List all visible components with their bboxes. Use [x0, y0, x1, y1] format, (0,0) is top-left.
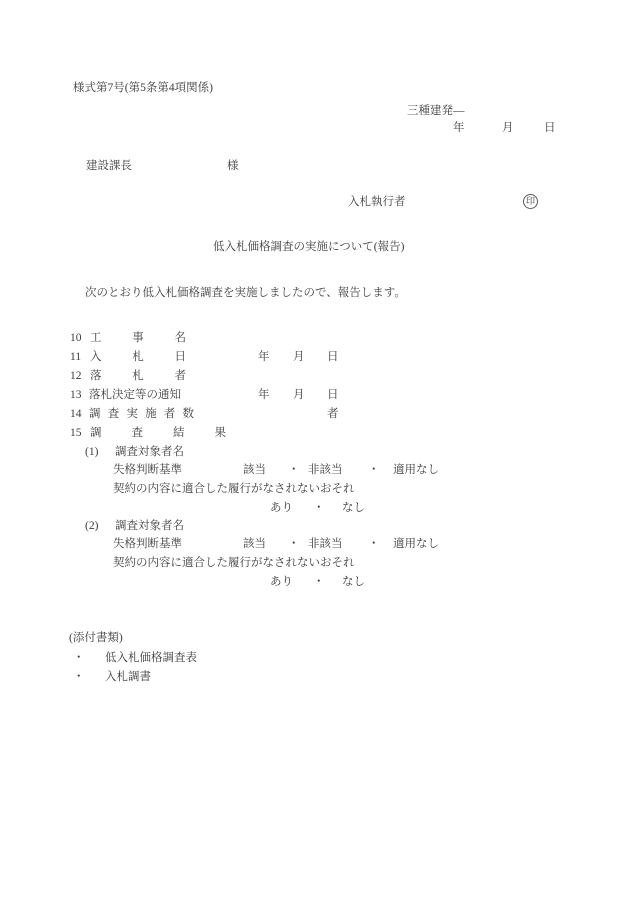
result1-choice-applicable: 該当	[243, 464, 266, 476]
result2-separator-dot: ・	[368, 538, 380, 550]
item10-char: 事	[132, 332, 144, 344]
item14-char: 数	[182, 408, 194, 420]
result2-number: (2)	[85, 520, 99, 532]
item15-char: 調	[90, 427, 102, 439]
item13-label: 落札決定等の通知	[89, 389, 181, 401]
bullet-icon: ・	[73, 652, 85, 664]
intro-text: 次のとおり低入札価格調査を実施しましたので、報告します。	[85, 287, 406, 299]
result1-risk-choice-no: なし	[342, 502, 365, 514]
result1-separator-dot: ・	[368, 464, 380, 476]
item14-char: 調	[89, 408, 101, 420]
seal-icon: 印	[523, 194, 538, 209]
date-year-label: 年	[453, 122, 465, 134]
result1-choice-no-application: 適用なし	[393, 464, 439, 476]
item12-char: 落	[90, 370, 102, 382]
result1-criteria-label: 失格判断基準	[113, 464, 182, 476]
attachment-item: 低入札価格調査表	[105, 652, 197, 664]
result2-risk-choice-no: なし	[342, 576, 365, 588]
item15-number: 15	[70, 427, 82, 439]
result1-separator-dot: ・	[313, 502, 325, 514]
item14-char: 者	[163, 408, 176, 420]
item14-char: 施	[145, 408, 157, 420]
result1-choice-not-applicable: 非該当	[308, 464, 343, 476]
item14-label	[89, 409, 194, 421]
item15-char: 査	[131, 427, 143, 439]
result2-separator-dot: ・	[288, 538, 300, 550]
executor-label: 入札執行者	[348, 196, 406, 208]
result2-choice-not-applicable: 非該当	[308, 538, 343, 550]
item14-char: 実	[126, 408, 138, 420]
date-month-label: 月	[502, 122, 514, 134]
document-number: 三種建発―	[407, 105, 465, 117]
item13-year-label: 年	[258, 389, 270, 401]
item13-number: 13	[70, 389, 82, 401]
item11-number: 11	[70, 351, 82, 363]
item12-char: 者	[174, 370, 186, 382]
item11-day-label: 日	[327, 351, 339, 363]
item15-char: 果	[214, 427, 226, 439]
item11-char: 日	[174, 351, 186, 363]
item10-label	[90, 333, 186, 345]
attachment-item: 入札調書	[105, 671, 151, 683]
date-day-label: 日	[544, 122, 556, 134]
item13-month-label: 月	[293, 389, 305, 401]
item12-number: 12	[70, 370, 82, 382]
result2-risk-choice-yes: あり	[270, 576, 293, 588]
item13-day-label: 日	[327, 389, 339, 401]
addressee: 建設課長	[86, 160, 132, 172]
item12-label	[90, 371, 186, 383]
result2-criteria-label: 失格判断基準	[113, 538, 182, 550]
result1-risk-label: 契約の内容に適合した履行がなされないおそれ	[113, 483, 355, 495]
item10-number: 10	[70, 332, 82, 344]
item11-char: 札	[132, 351, 144, 363]
item14-char: 査	[107, 408, 120, 420]
result2-choice-no-application: 適用なし	[393, 538, 439, 550]
result1-number: (1)	[85, 446, 99, 458]
bullet-icon: ・	[73, 671, 85, 683]
result1-risk-choice-yes: あり	[270, 502, 293, 514]
item11-month-label: 月	[293, 351, 305, 363]
result2-risk-label: 契約の内容に適合した履行がなされないおそれ	[113, 557, 355, 569]
item11-char: 入	[90, 351, 102, 363]
item15-char: 結	[173, 427, 185, 439]
result1-subject-label: 調査対象者名	[115, 446, 184, 458]
item10-char: 名	[174, 332, 186, 344]
item14-number: 14	[70, 408, 82, 420]
item12-char: 札	[132, 370, 144, 382]
page-title: 低入札価格調査の実施について(報告)	[213, 241, 405, 253]
item11-label	[90, 352, 186, 364]
attachments-heading: (添付書類)	[69, 632, 123, 644]
result2-separator-dot: ・	[313, 576, 325, 588]
addressee-honorific: 様	[227, 160, 239, 172]
result2-subject-label: 調査対象者名	[115, 520, 184, 532]
item11-year-label: 年	[258, 351, 270, 363]
result2-choice-applicable: 該当	[243, 538, 266, 550]
form-number: 様式第7号(第5条第4項関係)	[73, 82, 213, 94]
result1-separator-dot: ・	[288, 464, 300, 476]
item15-label	[90, 428, 226, 440]
item14-unit-label: 者	[327, 408, 339, 420]
item10-char: 工	[90, 332, 102, 344]
